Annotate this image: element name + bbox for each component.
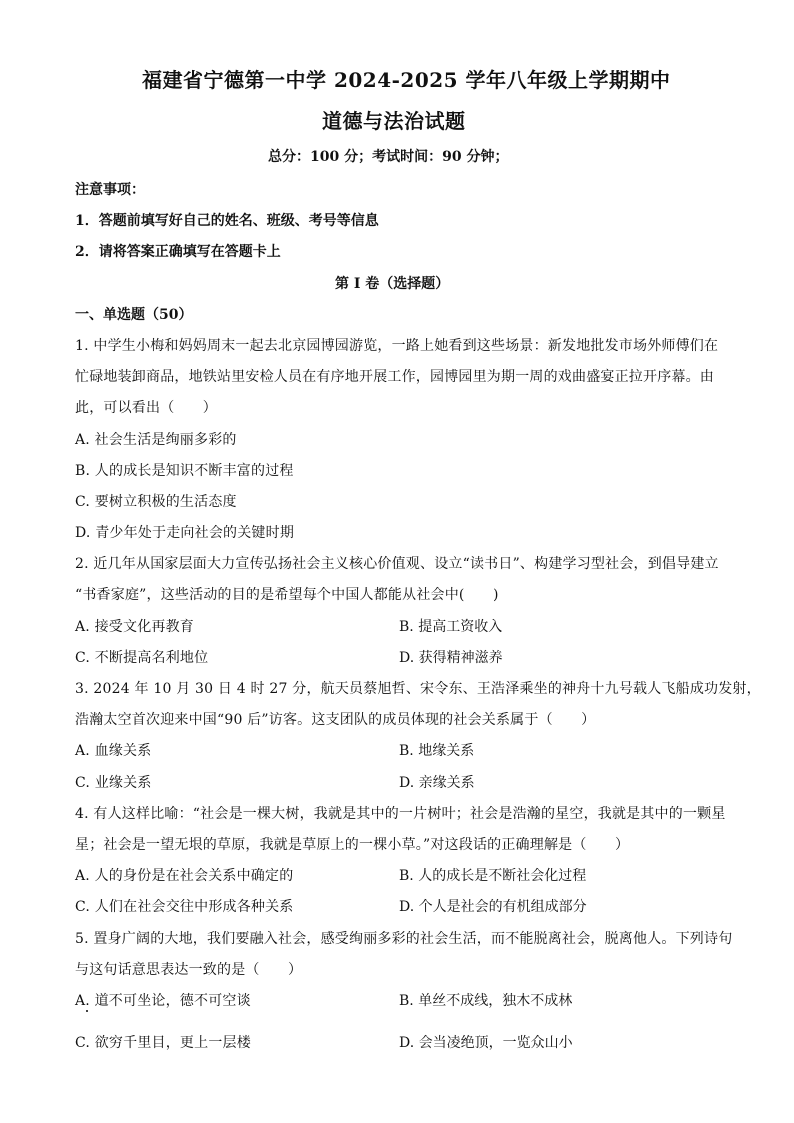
- question-3-option-d: D. 亲缘关系: [399, 775, 475, 791]
- question-1-option-b: B. 人的成长是知识不断丰富的过程: [75, 463, 294, 479]
- question-1-line-1: 1. 中学生小梅和妈妈周末一起去北京园博园游览，一路上她看到这些场景：新发地批发市场外师傅们在: [75, 338, 719, 354]
- score-info: 总分：100 分；考试时间：90 分钟；: [268, 149, 509, 165]
- stray-dot: [86, 1010, 88, 1012]
- question-5-line-2: 与这句话意思表达一致的是（ ）: [75, 962, 303, 978]
- question-2-option-a: A. 接受文化再教育: [75, 619, 195, 635]
- question-3-line-2: 浩瀚太空首次迎来中国“90 后”访客。这支团队的成员体现的社会关系属于（ ）: [75, 712, 596, 728]
- notes-heading: 注意事项：: [75, 182, 145, 198]
- question-1-option-d: D. 青少年处于走向社会的关键时期: [75, 525, 295, 541]
- question-2-option-b: B. 提高工资收入: [399, 619, 503, 635]
- question-1-line-3: 此，可以看出（ ）: [75, 400, 217, 416]
- question-2-option-c: C. 不断提高名利地位: [75, 650, 209, 666]
- question-4-option-a: A. 人的身份是在社会关系中确定的: [75, 868, 294, 884]
- question-4-line-2: 星；社会是一望无垠的草原，我就是草原上的一棵小草。”对这段话的正确理解是（ ）: [75, 837, 630, 853]
- note-item-1: 1．答题前填写好自己的姓名、班级、考号等信息: [75, 213, 379, 229]
- question-4-option-c: C. 人们在社会交往中形成各种关系: [75, 899, 294, 915]
- question-1-option-a: A. 社会生活是绚丽多彩的: [75, 432, 237, 448]
- question-5-option-b: B. 单丝不成线，独木不成林: [399, 993, 573, 1009]
- part-title: 一、单选题（50）: [75, 307, 193, 323]
- question-3-option-c: C. 业缘关系: [75, 775, 152, 791]
- question-5-option-a: A. 道不可坐论，德不可空谈: [75, 993, 251, 1009]
- question-3-option-b: B. 地缘关系: [399, 743, 475, 759]
- question-2-option-d: D. 获得精神滋养: [399, 650, 503, 666]
- question-4-line-1: 4. 有人这样比喻：“社会是一棵大树，我就是其中的一片树叶；社会是浩瀚的星空，我就是其中的一颗星: [75, 806, 726, 822]
- question-4-option-b: B. 人的成长是不断社会化过程: [399, 868, 587, 884]
- question-2-line-2: “书香家庭”，这些活动的目的是希望每个中国人都能从社会中( ): [75, 587, 499, 603]
- exam-title: 福建省宁德第一中学 2024-2025 学年八年级上学期期中: [142, 68, 671, 92]
- question-2-line-1: 2. 近几年从国家层面大力宣传弘扬社会主义核心价值观、设立“读书日”、构建学习型社会，到倡导建立: [75, 556, 719, 572]
- note-item-2: 2．请将答案正确填写在答题卡上: [75, 244, 281, 260]
- question-3-line-1: 3. 2024 年 10 月 30 日 4 时 27 分，航天员蔡旭哲、宋令东、王浩泽乘坐的神舟十九号载人飞船成功发射，: [75, 681, 761, 697]
- question-4-option-d: D. 个人是社会的有机组成部分: [399, 899, 587, 915]
- exam-subtitle: 道德与法治试题: [322, 109, 466, 133]
- question-5-line-1: 5. 置身广阔的大地，我们要融入社会，感受绚丽多彩的社会生活，而不能脱离社会，脱离他人。下列诗句: [75, 931, 733, 947]
- question-1-line-2: 忙碌地装卸商品，地铁站里安检人员在有序地开展工作，园博园里为期一周的戏曲盛宴正拉开序幕。由: [75, 369, 714, 385]
- question-3-option-a: A. 血缘关系: [75, 743, 152, 759]
- question-5-option-c: C. 欲穷千里目，更上一层楼: [75, 1035, 251, 1051]
- question-1-option-c: C. 要树立积极的生活态度: [75, 494, 237, 510]
- question-5-option-d: D. 会当凌绝顶，一览众山小: [399, 1035, 573, 1051]
- volume-title: 第 I 卷（选择题）: [335, 276, 450, 292]
